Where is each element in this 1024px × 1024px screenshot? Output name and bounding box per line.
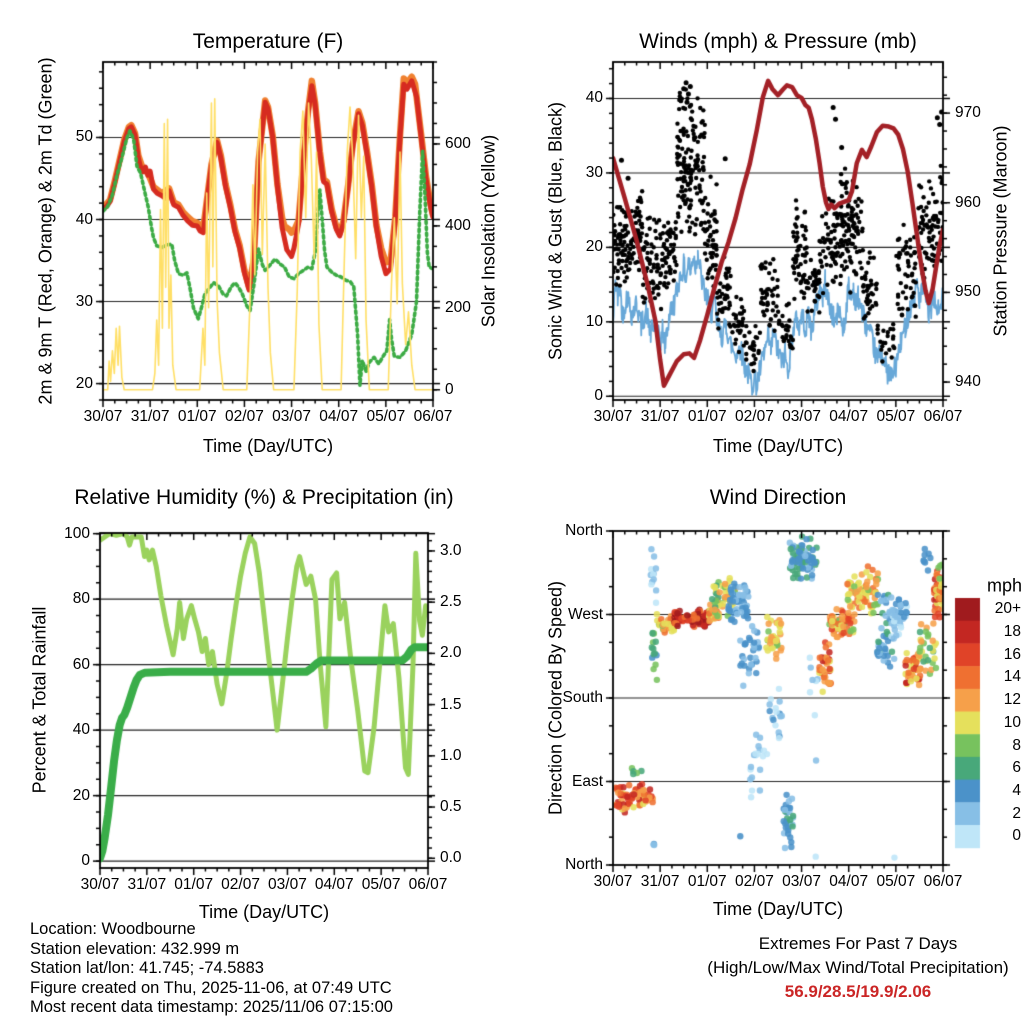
tick-label: 03/07 — [782, 873, 821, 890]
tick-label: 06/07 — [408, 876, 448, 893]
direction-ylabel-left: Direction (Colored By Speed) — [545, 580, 566, 816]
tick-label: 03/07 — [272, 408, 311, 425]
tick-label: 30/07 — [80, 876, 120, 893]
temperature-xlabel: Time (Day/UTC) — [202, 436, 334, 456]
tick-label: 02/07 — [221, 876, 260, 893]
tick-label: 04/07 — [829, 408, 869, 425]
humidity-panel-title: Relative Humidity (%) & Precipitation (in) — [74, 486, 454, 509]
tick-label: South — [562, 689, 603, 706]
tick-label: 80 — [72, 590, 90, 608]
footer-latlon: Station lat/lon: 41.745; -74.5883 — [30, 959, 264, 977]
pressure-ylabel-right: Station Pressure (Maroon) — [990, 125, 1011, 337]
extremes-subtitle: (High/Low/Max Wind/Total Precipitation) — [707, 958, 1009, 977]
tick-label: 0 — [81, 852, 90, 870]
tick-label: 0 — [594, 387, 603, 405]
extremes-values: 56.9/28.5/19.9/2.06 — [784, 982, 932, 1001]
tick-label: 2 — [1012, 804, 1021, 822]
humidity-ylabel-left: Percent & Total Rainfall — [29, 606, 50, 794]
tick-label: 20+ — [994, 600, 1021, 618]
tick-label: 0 — [1012, 827, 1021, 845]
tick-label: 8 — [1012, 736, 1021, 754]
tick-label: 30/07 — [83, 408, 123, 425]
tick-label: 02/07 — [735, 873, 774, 890]
tick-label: 950 — [955, 283, 981, 301]
tick-label: 05/07 — [876, 408, 916, 425]
extremes-title: Extremes For Past 7 Days — [758, 934, 958, 953]
tick-label: 1.5 — [440, 695, 462, 713]
tick-label: 04/07 — [314, 876, 354, 893]
footer-created: Figure created on Thu, 2025-11-06, at 07:49 UTC — [30, 978, 392, 997]
winds-xlabel: Time (Day/UTC) — [712, 436, 844, 456]
tick-label: 01/07 — [687, 408, 727, 425]
tick-label: 100 — [64, 524, 90, 542]
tick-label: 05/07 — [361, 876, 401, 893]
tick-label: 3.0 — [440, 541, 462, 559]
tick-label: 01/07 — [177, 408, 217, 425]
tick-label: 0 — [445, 380, 454, 398]
tick-label: 04/07 — [829, 873, 869, 890]
temperature-ylabel-left: 2m & 9m T (Red, Orange) & 2m Td (Green) — [35, 57, 56, 405]
tick-label: 31/07 — [640, 873, 680, 890]
tick-label: 4 — [1012, 781, 1021, 799]
tick-label: 0.0 — [440, 849, 462, 867]
tick-label: 10 — [585, 312, 603, 330]
tick-label: 31/07 — [130, 408, 170, 425]
tick-label: 40 — [75, 210, 93, 228]
tick-label: 10 — [1003, 713, 1021, 731]
tick-label: 1.0 — [440, 746, 462, 764]
tick-label: 18 — [1003, 623, 1021, 641]
tick-label: 06/07 — [923, 408, 963, 425]
tick-label: 05/07 — [366, 408, 406, 425]
tick-label: 30 — [585, 163, 603, 181]
tick-label: 940 — [955, 373, 981, 391]
tick-label: 400 — [445, 216, 471, 234]
tick-label: 0.5 — [440, 798, 462, 816]
tick-label: 01/07 — [687, 873, 727, 890]
solar-ylabel-right: Solar Insolation (Yellow) — [478, 134, 499, 328]
tick-label: 200 — [445, 298, 471, 316]
tick-label: 600 — [445, 134, 471, 152]
tick-label: 04/07 — [319, 408, 359, 425]
tick-label: 60 — [72, 655, 90, 673]
tick-label: West — [567, 605, 603, 623]
tick-label: 50 — [75, 128, 93, 146]
tick-label: 02/07 — [225, 408, 264, 425]
tick-label: North — [565, 522, 603, 539]
tick-label: 05/07 — [876, 873, 916, 890]
tick-label: 2.0 — [440, 644, 462, 662]
tick-label: 970 — [955, 104, 981, 122]
tick-label: North — [565, 856, 603, 873]
tick-label: 06/07 — [923, 873, 963, 890]
tick-label: 40 — [585, 89, 603, 107]
tick-label: 12 — [1003, 691, 1021, 709]
colorbar-title: mph — [986, 575, 1022, 596]
tick-label: 03/07 — [782, 408, 821, 425]
temperature-panel-title: Temperature (F) — [192, 30, 344, 53]
tick-label: 30 — [75, 292, 93, 310]
tick-label: 03/07 — [268, 876, 307, 893]
wind-direction-panel-title: Wind Direction — [709, 486, 847, 509]
footer-timestamp: Most recent data timestamp: 2025/11/06 07:15:00 — [30, 998, 393, 1016]
tick-label: 01/07 — [174, 876, 214, 893]
tick-label: 16 — [1003, 645, 1021, 663]
footer-location: Location: Woodbourne — [30, 920, 196, 938]
wind-direction-xlabel: Time (Day/UTC) — [712, 899, 844, 919]
tick-label: 40 — [72, 721, 90, 739]
tick-label: 14 — [1003, 668, 1021, 686]
wind-ylabel-left: Sonic Wind & Gust (Blue, Black) — [545, 101, 566, 361]
tick-label: 31/07 — [127, 876, 167, 893]
footer-elevation: Station elevation: 432.999 m — [30, 939, 240, 958]
tick-label: 20 — [75, 374, 93, 392]
tick-label: 960 — [955, 193, 981, 211]
tick-label: 02/07 — [735, 408, 774, 425]
tick-label: 30/07 — [593, 873, 633, 890]
tick-label: 06/07 — [413, 408, 453, 425]
tick-label: 6 — [1012, 759, 1021, 777]
tick-label: 20 — [72, 786, 90, 804]
tick-label: 30/07 — [593, 408, 633, 425]
tick-label: 20 — [585, 238, 603, 256]
tick-label: 31/07 — [640, 408, 680, 425]
humidity-xlabel: Time (Day/UTC) — [198, 902, 330, 922]
tick-label: 2.5 — [440, 593, 462, 611]
tick-label: East — [571, 772, 603, 790]
winds-panel-title: Winds (mph) & Pressure (mb) — [639, 30, 917, 53]
